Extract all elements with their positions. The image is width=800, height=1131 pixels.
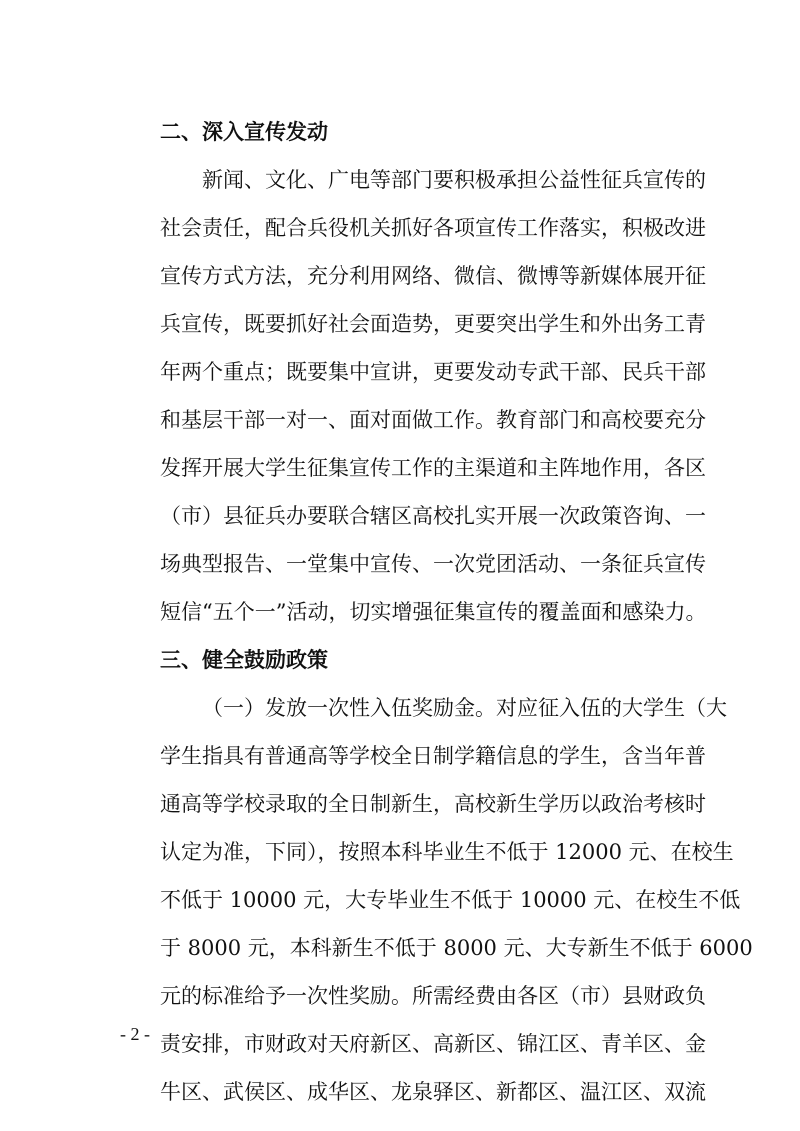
paragraph-line: （一）发放一次性入伍奖励金。对应征入伍的大学生（大 — [202, 696, 727, 720]
paragraph-line: 新闻、文化、广电等部门要积极承担公益性征兵宣传的 — [202, 168, 706, 192]
section-heading: 三、健全鼓励政策 — [160, 648, 328, 672]
paragraph-line: 和基层干部一对一、面对面做工作。教育部门和高校要充分 — [160, 408, 706, 432]
paragraph-line: （市）县征兵办要联合辖区高校扎实开展一次政策咨询、一 — [160, 504, 706, 528]
paragraph-line: 于 8000 元，本科新生不低于 8000 元、大专新生不低于 6000 — [160, 936, 753, 960]
paragraph-line: 牛区、武侯区、成华区、龙泉驿区、新都区、温江区、双流 — [160, 1080, 706, 1104]
paragraph-line: 兵宣传，既要抓好社会面造势，更要突出学生和外出务工青 — [160, 312, 706, 336]
page-number: - 2 - — [120, 1024, 150, 1044]
section-heading: 二、深入宣传发动 — [160, 120, 328, 144]
document-body — [160, 108, 753, 1116]
paragraph-line: 年两个重点；既要集中宣讲，更要发动专武干部、民兵干部 — [160, 360, 706, 384]
paragraph-line: 元的标准给予一次性奖励。所需经费由各区（市）县财政负 — [160, 984, 706, 1008]
paragraph-line: 通高等学校录取的全日制新生，高校新生学历以政治考核时 — [160, 792, 706, 816]
paragraph-line: 场典型报告、一堂集中宣传、一次党团活动、一条征兵宣传 — [160, 552, 706, 576]
paragraph-line: 不低于 10000 元，大专毕业生不低于 10000 元、在校生不低 — [160, 888, 741, 912]
paragraph-line: 学生指具有普通高等学校全日制学籍信息的学生，含当年普 — [160, 744, 706, 768]
paragraph-line: 发挥开展大学生征集宣传工作的主渠道和主阵地作用，各区 — [160, 456, 706, 480]
paragraph-line: 社会责任，配合兵役机关抓好各项宣传工作落实，积极改进 — [160, 216, 706, 240]
paragraph-line: 责安排，市财政对天府新区、高新区、锦江区、青羊区、金 — [160, 1032, 706, 1056]
paragraph-line: 认定为准，下同），按照本科毕业生不低于 12000 元、在校生 — [160, 840, 734, 864]
paragraph-line: 宣传方式方法，充分利用网络、微信、微博等新媒体展开征 — [160, 264, 706, 288]
paragraph-line: 短信“五个一”活动，切实增强征集宣传的覆盖面和感染力。 — [160, 600, 707, 624]
